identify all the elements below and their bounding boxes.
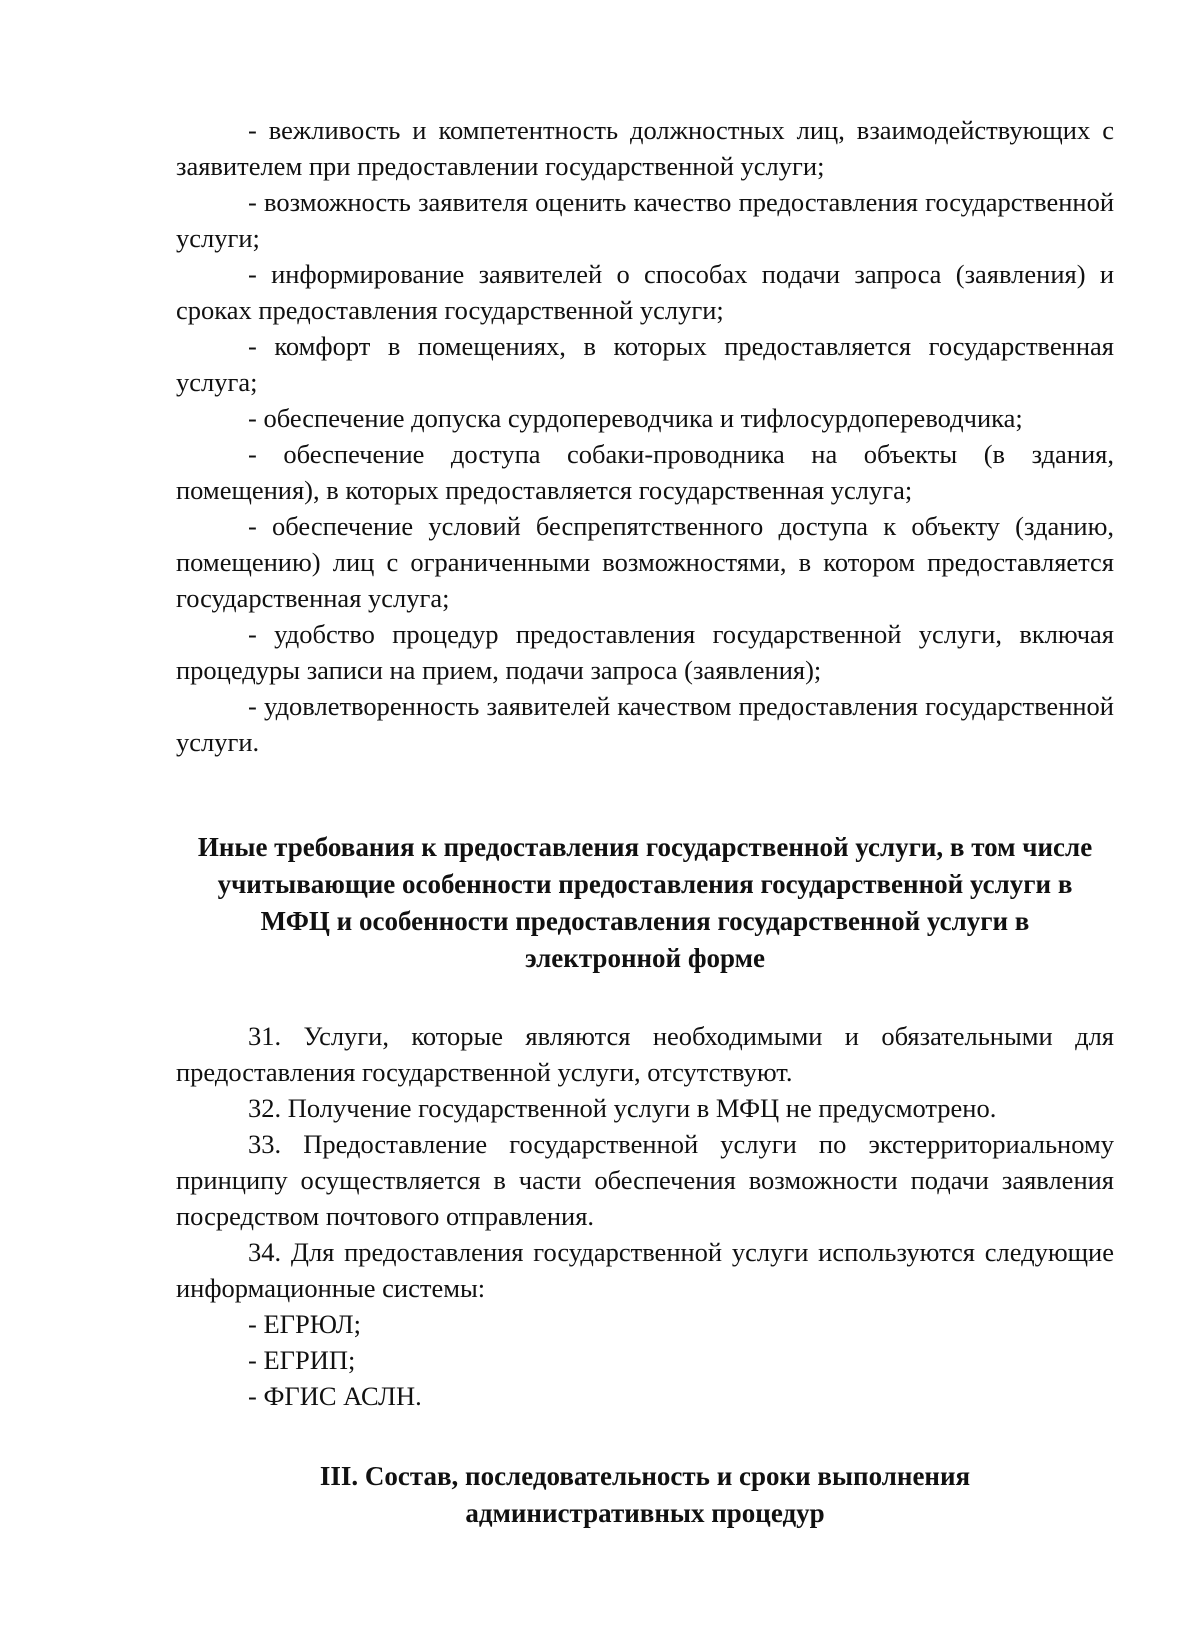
- heading-line: электронной форме: [524, 943, 766, 973]
- list-item: - вежливость и компетентность должностных лиц, взаимодействующих с заявителем при предоставлении государственной услуги;: [176, 115, 1114, 181]
- heading-line: III. Состав, последовательность и сроки выполнения: [319, 1461, 971, 1491]
- list-item: - комфорт в помещениях, в которых предоставляется государственная услуга;: [176, 331, 1114, 397]
- info-system-item: - ЕГРИП;: [248, 1345, 356, 1375]
- numbered-item-34: 34. Для предоставления государственной услуги используются следующие информационные системы:: [176, 1237, 1114, 1303]
- quality-indicators-list: [176, 112, 1114, 760]
- list-item: - обеспечение доступа собаки-проводника на объекты (в здания, помещения), в которых предоставляется государственная услуга;: [176, 439, 1114, 505]
- info-system-item: - ФГИС АСЛН.: [248, 1381, 422, 1411]
- list-item: - обеспечение условий беспрепятственного доступа к объекту (зданию, помещению) лиц с ограниченными возможностями, в котором предоставляется государственная услуга;: [176, 511, 1114, 613]
- list-item: - информирование заявителей о способах подачи запроса (заявления) и сроках предоставления государственной услуги;: [176, 259, 1114, 325]
- list-item: - возможность заявителя оценить качество предоставления государственной услуги;: [176, 187, 1114, 253]
- heading-line: административных процедур: [465, 1498, 825, 1528]
- heading-line: Иные требования к предоставления государственной услуги, в том числе: [197, 832, 1093, 862]
- numbered-item-33: 33. Предоставление государственной услуги по экстерриториальному принципу осуществляется в части обеспечения возможности подачи заявления посредством почтового отправления.: [176, 1129, 1114, 1231]
- numbered-item-31: 31. Услуги, которые являются необходимыми и обязательными для предоставления государственной услуги, отсутствуют.: [176, 1021, 1114, 1087]
- list-item: - удобство процедур предоставления государственной услуги, включая процедуры записи на прием, подачи запроса (заявления);: [176, 619, 1114, 685]
- heading-line: МФЦ и особенности предоставления государственной услуги в: [260, 906, 1030, 936]
- numbered-items: [176, 1018, 1114, 1414]
- list-item: - обеспечение допуска сурдопереводчика и тифлосурдопереводчика;: [248, 403, 1023, 433]
- info-system-item: - ЕГРЮЛ;: [248, 1309, 361, 1339]
- heading-line: учитывающие особенности предоставления государственной услуги в: [217, 869, 1073, 899]
- numbered-item-32: 32. Получение государственной услуги в МФЦ не предусмотрено.: [248, 1093, 997, 1123]
- section-heading-iii: [176, 1458, 1114, 1532]
- list-item: - удовлетворенность заявителей качеством предоставления государственной услуги.: [176, 691, 1114, 757]
- section-heading-other-requirements: [176, 829, 1114, 977]
